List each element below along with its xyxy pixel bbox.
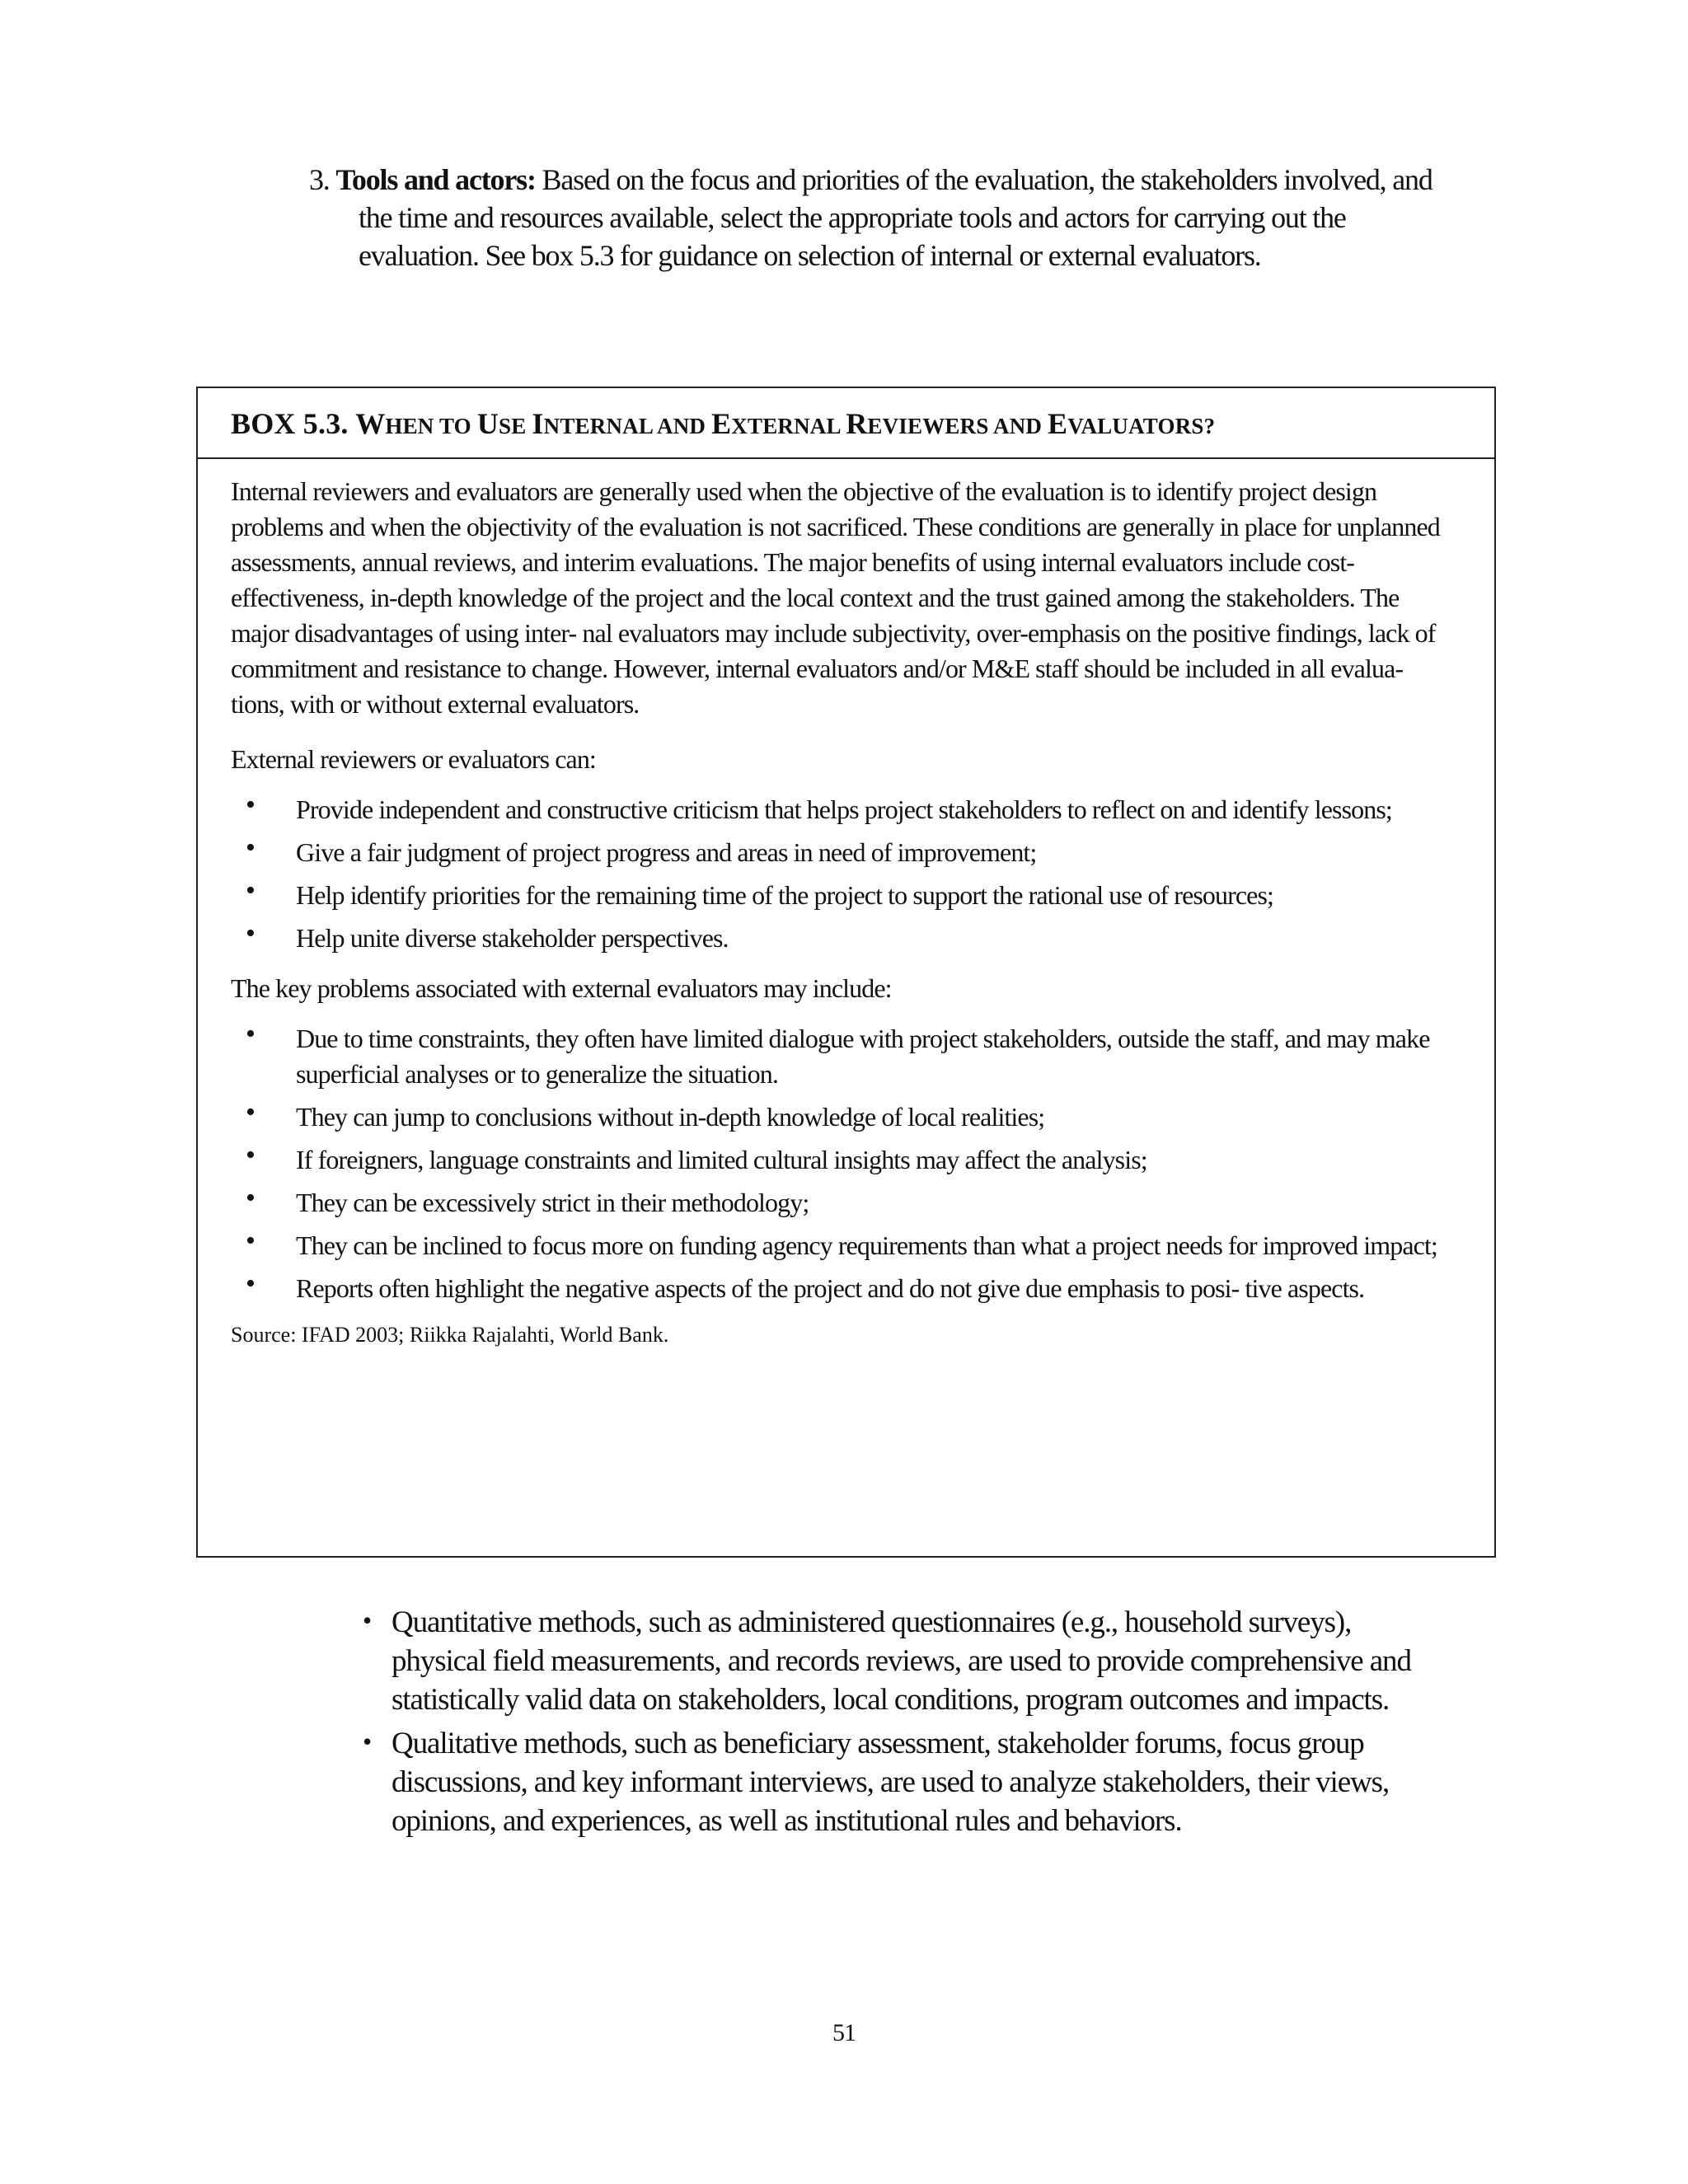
bullet-icon: •: [363, 1605, 372, 1635]
title-word-rest: XTERNAL: [731, 414, 846, 438]
box-intro-continuation: tions, with or without external evaluators.: [231, 689, 640, 719]
list-item-text: Quantitative methods, such as administered questionnaires (e.g., household surveys), physical field measurements, and records reviews, are used to provide comprehensive and statistically valid data on stakeholders, local conditions, program outcomes and impacts.: [392, 1605, 1411, 1717]
title-word-initial: R: [846, 407, 868, 440]
list-item: [354, 1724, 1418, 1840]
box-source: Source: IFAD 2003; Riikka Rajalahti, World Bank.: [231, 1323, 669, 1347]
title-word-initial: E: [711, 407, 732, 440]
title-word-rest: SE: [499, 414, 532, 438]
box-intro-text: Internal reviewers and evaluators are generally used when the objective of the evaluation is to identify project design problems and when the objectivity of the evaluation is not sacrificed. These conditions are generally in place for unplanned assessments, annual reviews, and interim evaluations. The major benefits of using internal evaluators include cost-effectiveness, in-depth knowledge of the project and the local context and the trust gained among the stakeholders. The major disadvantages of using inter- nal evaluators may include subjectivity, over-emphasis on the positive findings, lack of commitment and resistance to change. However, internal evaluators and/or M&E staff should be included in all evalua-: [231, 476, 1440, 683]
title-word-initial: W: [355, 407, 386, 440]
box-title: [198, 388, 1494, 459]
box-title-text: [355, 407, 1215, 440]
bullet-icon: •: [363, 1727, 372, 1756]
title-word-initial: U: [476, 407, 499, 440]
title-word-rest: NTERNAL AND: [543, 414, 712, 438]
item-text: Based on the focus and priorities of the evaluation, the stakeholders involved, and the time and resources available, select the appropriate tools and actors for carrying out the evaluation. See box 5.3 for guidance on selection of internal or external evaluators.: [359, 163, 1432, 272]
list-item: • Due to time constraints, they often have limited dialogue with project stakeholders, outside the staff, and may make superficial analyses or to generalize the situation.: [231, 1021, 1461, 1092]
list-item-text: Qualitative methods, such as beneficiary assessment, stakeholder forums, focus group discussions, and key informant interviews, are used to analyze stakeholders, their views, opinions, and experiences, as well as institutional rules and behaviors.: [392, 1727, 1390, 1838]
list-item: • Reports often highlight the negative aspects of the project and do not give due emphasis to posi- tive aspects.: [231, 1271, 1461, 1306]
list-item: • Help identify priorities for the remaining time of the project to support the rational use of resources;: [231, 878, 1461, 913]
box-label: BOX 5.3.: [231, 407, 349, 440]
page-number: 51: [832, 2019, 856, 2046]
box-5-3: [196, 387, 1496, 1558]
numbered-item-3: [309, 161, 1438, 274]
methods-list: [354, 1603, 1418, 1845]
item-number: 3.: [309, 163, 330, 196]
list-item: • They can jump to conclusions without in-depth knowledge of local realities;: [231, 1099, 1461, 1135]
problems-lead: The key problems associated with external evaluators may include:: [231, 973, 892, 1003]
list-item: • They can be inclined to focus more on funding agency requirements than what a project needs for improved impact;: [231, 1228, 1461, 1263]
external-lead: External reviewers or evaluators can:: [231, 744, 596, 774]
title-word-rest: VALUATORS?: [1067, 414, 1216, 438]
title-word-initial: E: [1048, 407, 1068, 440]
list-item: • Help unite diverse stakeholder perspectives.: [231, 921, 1461, 956]
external-problems-list: [231, 1021, 1461, 1306]
item-lead: Tools and actors:: [335, 163, 536, 196]
box-body: [198, 459, 1494, 1349]
list-item: [354, 1603, 1418, 1719]
list-item: • Give a fair judgment of project progress and areas in need of improvement;: [231, 835, 1461, 870]
title-word-initial: I: [532, 407, 544, 440]
title-word-rest: EVIEWERS AND: [867, 414, 1048, 438]
list-item: • They can be excessively strict in their methodology;: [231, 1185, 1461, 1221]
list-item: • If foreigners, language constraints and limited cultural insights may affect the analysis;: [231, 1142, 1461, 1178]
external-benefits-list: [231, 792, 1461, 956]
list-item: • Provide independent and constructive criticism that helps project stakeholders to reflect on and identify lessons;: [231, 792, 1461, 827]
box-intro-paragraph: [231, 474, 1461, 722]
title-word-rest: HEN TO: [385, 414, 477, 438]
